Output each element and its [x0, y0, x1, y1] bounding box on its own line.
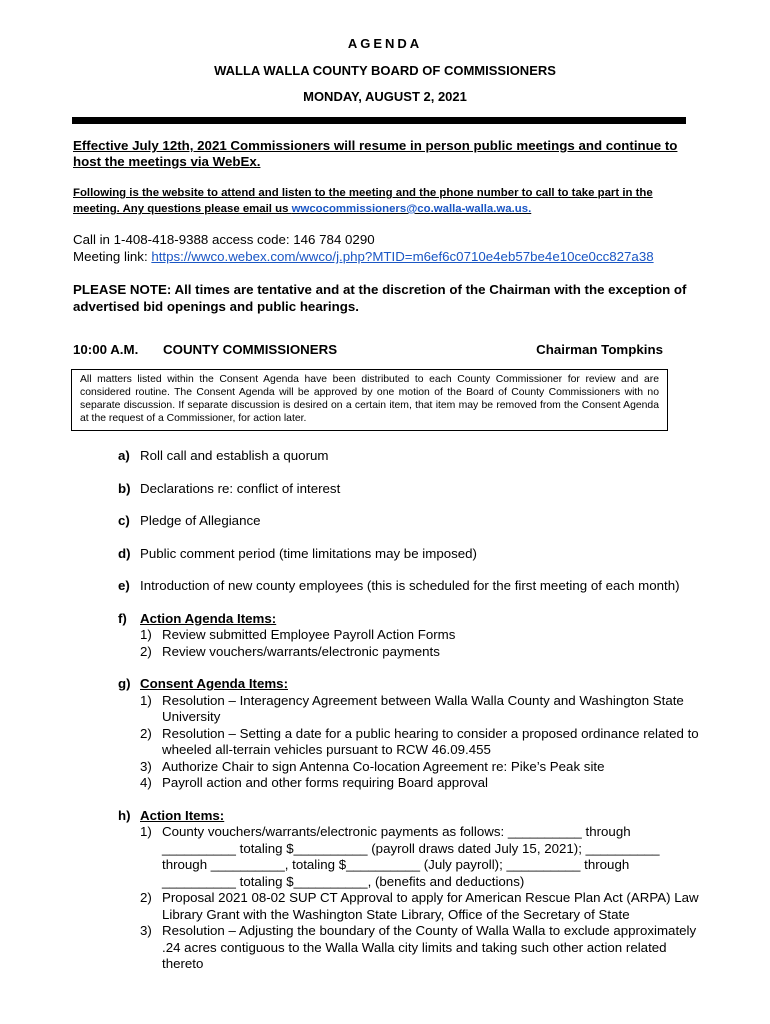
sub-item [140, 923, 700, 973]
sub-item [140, 627, 708, 644]
sub-text: Review vouchers/warrants/electronic payments [162, 643, 440, 659]
agenda-item-f [118, 611, 708, 661]
agenda-item-a [118, 448, 708, 465]
sub-num: 1) [140, 627, 152, 642]
consent-agenda-box: All matters listed within the Consent Agenda have been distributed to each County Commissioner for review and are considered routine. The Consent Agenda will be approved by one motion of the Board of County Commissioners with no separate discussion. If separate discussion is desired on a certain item, that item may be removed from the Consent Agenda at the request of a Commissioner, for action later. [71, 369, 668, 431]
session-body: COUNTY COMMISSIONERS [163, 342, 338, 357]
meeting-link-label: Meeting link: [73, 249, 152, 264]
please-note: PLEASE NOTE: All times are tentative and at the discretion of the Chairman with the exception of advertised bid openings and public hearings. [73, 282, 687, 314]
attend-notice-text: Following is the website to attend and listen to the meeting and the phone number to call to take part in the meeting. Any questions please email us [73, 187, 653, 215]
meeting-link[interactable]: https://wwco.webex.com/wwco/j.php?MTID=m6ef6c0710e4eb57be4e10ce0cc827a38 [151, 249, 654, 264]
item-letter: e) [118, 578, 130, 593]
item-letter: h) [118, 807, 131, 823]
session-time: 10:00 A.M. [73, 342, 139, 357]
agenda-item-h [118, 808, 700, 973]
item-letter: c) [118, 513, 130, 528]
item-heading: Consent Agenda Items: [140, 676, 289, 691]
sub-text: Resolution – Interagency Agreement between Walla Walla County and Washington State University [162, 692, 684, 724]
item-text: Public comment period (time limitations may be imposed) [140, 545, 477, 561]
sub-item [140, 759, 700, 776]
agenda-items [118, 448, 708, 973]
sub-text: Resolution – Setting a date for a public hearing to consider a proposed ordinance related to wheeled all-terrain vehicles pursuant to RCW 46.09.455 [162, 725, 699, 757]
item-letter: d) [118, 545, 131, 561]
sub-num: 3) [140, 758, 152, 774]
attend-notice [73, 185, 693, 217]
sub-num: 2) [140, 725, 152, 741]
meeting-link-line [73, 248, 693, 265]
call-in-info [73, 231, 693, 265]
sub-item [140, 693, 700, 726]
item-text: Introduction of new county employees (this is scheduled for the first meeting of each month) [140, 578, 680, 593]
email-link[interactable]: wwcocommissioners@co.walla-walla.wa.us. [291, 203, 532, 215]
session-chair: Chairman Tompkins [536, 342, 663, 357]
sub-text: Payroll action and other forms requiring Board approval [162, 775, 488, 790]
sub-num: 1) [140, 692, 152, 708]
sub-item [140, 726, 700, 759]
item-heading: Action Items: [140, 807, 225, 823]
item-text: Declarations re: conflict of interest [140, 480, 341, 496]
session-header [73, 342, 663, 360]
agenda-item-e [118, 578, 690, 595]
item-letter: f) [118, 610, 127, 626]
sub-text: Authorize Chair to sign Antenna Co-location Agreement re: Pike’s Peak site [162, 758, 605, 774]
sub-item [140, 824, 700, 890]
sub-item [140, 890, 700, 923]
sub-num: 3) [140, 923, 152, 938]
header-divider [72, 117, 686, 124]
sub-text: Proposal 2021 08-02 SUP CT Approval to apply for American Rescue Plan Act (ARPA) Law Library Grant with the Washington State Library, Office of the Secretary of State [162, 890, 699, 922]
in-person-notice: Effective July 12th, 2021 Commissioners will resume in person public meetings and continue to host the meetings via WebEx. [73, 138, 678, 169]
sub-num: 1) [140, 824, 152, 839]
item-heading: Action Agenda Items: [140, 610, 277, 626]
item-text: Pledge of Allegiance [140, 513, 261, 528]
agenda-item-b [118, 481, 708, 498]
sub-num: 4) [140, 775, 152, 790]
sub-num: 2) [140, 890, 152, 905]
sub-text: Resolution – Adjusting the boundary of the County of Walla Walla to exclude approximately .24 acres contiguous to the Walla Walla city limits and taking such other action related thereto [162, 923, 697, 971]
board-name: WALLA WALLA COUNTY BOARD OF COMMISSIONERS [214, 63, 556, 78]
agenda-item-g [118, 676, 700, 792]
sub-num: 2) [140, 643, 152, 659]
phone-line: Call in 1-408-418-9388 access code: 146 784 0290 [73, 232, 375, 247]
item-letter: b) [118, 480, 131, 496]
sub-item [140, 775, 700, 792]
agenda-title: AGENDA [347, 36, 423, 51]
agenda-item-d [118, 546, 708, 563]
item-letter: a) [118, 448, 130, 463]
item-letter: g) [118, 676, 131, 691]
meeting-date: MONDAY, AUGUST 2, 2021 [303, 89, 467, 104]
sub-item [140, 644, 708, 661]
agenda-item-c [118, 513, 708, 530]
item-text: Roll call and establish a quorum [140, 448, 329, 463]
sub-text: County vouchers/warrants/electronic payments as follows: __________ through __________ totaling $__________ (payroll draws dated July 15, 2021); __________ through __________, totaling $__________ (July payroll); __________ through __________ totaling $__________, (benefits and deductions) [162, 824, 660, 889]
sub-text: Review submitted Employee Payroll Action Forms [162, 627, 456, 642]
